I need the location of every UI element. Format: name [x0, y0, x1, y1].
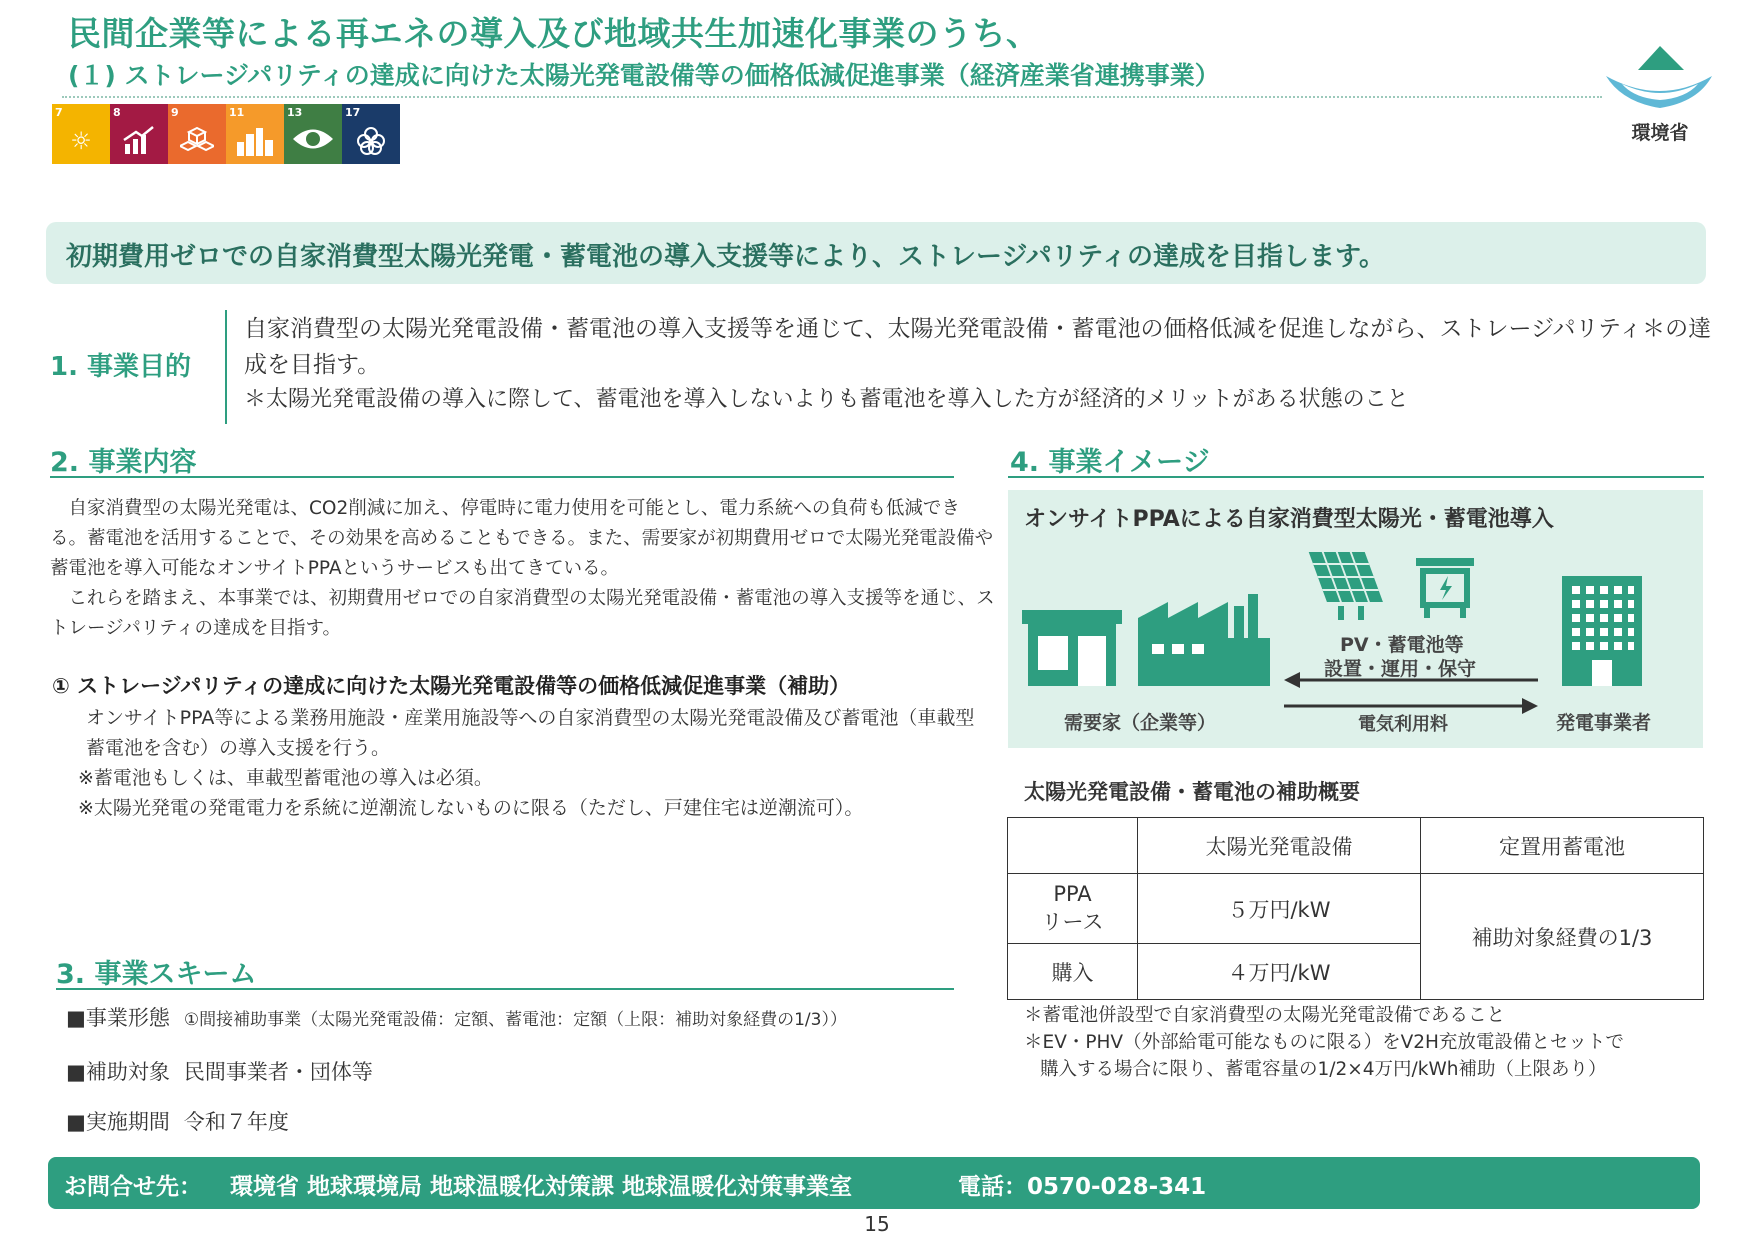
- business-image-panel: [1008, 490, 1703, 748]
- table-header-cell: 太陽光発電設備: [1138, 818, 1421, 874]
- section4-heading: 4. 事業イメージ: [1010, 447, 1210, 478]
- partnership-flower-icon: [342, 126, 400, 163]
- section2-note: ※太陽光発電の発電電力を系統に逆潮流しないものに限る（ただし、戸建住宅は逆潮流可）。: [78, 797, 864, 819]
- page-number: 15: [864, 1212, 890, 1236]
- sun-icon: ☼: [70, 127, 92, 155]
- subsidy-table-title: 太陽光発電設備・蓄電池の補助概要: [1024, 780, 1360, 804]
- section2-item-body: [78, 703, 986, 823]
- section2-rule: [50, 476, 954, 478]
- table-cell: ４万円/kW: [1138, 944, 1421, 1000]
- scheme-value: ①間接補助事業（太陽光発電設備：定額、蓄電池：定額（上限：補助対象経費の1/3））: [183, 1010, 847, 1030]
- table-note: ＊EV・PHV（外部給電可能なものに限る）をV2H充放電設備とセットで: [1024, 1032, 1624, 1053]
- battery-icon: [1416, 558, 1476, 618]
- sdg-17-partnership-flower-icon: [342, 104, 400, 164]
- contact-office: 環境省 地球環境局 地球温暖化対策課 地球温暖化対策事業室: [230, 1174, 853, 1200]
- power-company-building-icon: [1562, 576, 1642, 686]
- scheme-label: ■補助対象: [66, 1060, 170, 1084]
- table-cell-battery: 補助対象経費の1/3: [1421, 874, 1704, 1000]
- customer-label: 需要家（企業等）: [1064, 712, 1217, 734]
- section2-paragraph: 自家消費型の太陽光発電は、CO2削減に加え、停電時に電力使用を可能とし、電力系統への負荷も低減できる。蓄電池を活用することで、その効果を高めることもできる。また、需要家が初期費用ゼロで太陽光発電設備や蓄電池を導入可能なオンサイトPPAというサービスも出てきている。: [50, 498, 994, 579]
- city-icon: [226, 126, 284, 163]
- sdg-11-city-icon: [226, 104, 284, 164]
- table-header-row: [1008, 818, 1704, 874]
- table-header-cell: 定置用蓄電池: [1421, 818, 1704, 874]
- sdg-number: 7: [55, 106, 63, 119]
- scheme-value: 民間事業者・団体等: [183, 1060, 373, 1084]
- contact-label: お問合せ先：: [64, 1174, 202, 1200]
- section2-item-description: オンサイトPPA等による業務用施設・産業用施設等への自家消費型の太陽光発電設備及び蓄電池（車載型蓄電池を含む）の導入支援を行う。: [86, 707, 975, 759]
- sdg-number: 13: [287, 106, 303, 119]
- scheme-row: [66, 1002, 847, 1032]
- section2-item-title: ① ストレージパリティの達成に向けた太陽光発電設備等の価格低減促進事業（補助）: [52, 674, 851, 698]
- scheme-label: ■実施期間: [66, 1110, 170, 1134]
- table-note: ＊蓄電池併設型で自家消費型の太陽光発電設備であること: [1024, 1005, 1506, 1026]
- scheme-row: [66, 1056, 373, 1086]
- sdg-9-cubes-icon: [168, 104, 226, 164]
- subsidy-table: [1007, 817, 1704, 1000]
- sdg-number: 8: [113, 106, 121, 119]
- table-row-label: 購入: [1008, 944, 1138, 1000]
- ministry-name: 環境省: [1631, 122, 1689, 144]
- section2-heading: 2. 事業内容: [50, 447, 197, 478]
- sdg-number: 9: [171, 106, 179, 119]
- section1-heading: 1. 事業目的: [50, 352, 192, 382]
- contact-bar: [48, 1157, 1700, 1209]
- page-subtitle: (１) ストレージパリティの達成に向けた太陽光発電設備等の価格低減促進事業（経済産業省連携事業）: [68, 61, 1220, 90]
- store-icon: [1022, 610, 1122, 686]
- contact-phone: 電話：0570-028-341: [958, 1174, 1207, 1200]
- header-divider: [62, 96, 1602, 98]
- cubes-icon: [168, 126, 226, 163]
- growth-chart-icon: [110, 126, 168, 161]
- section1-body: 自家消費型の太陽光発電設備・蓄電池の導入支援等を通じて、太陽光発電設備・蓄電池の価格低減を促進しながら、ストレージパリティ＊の達成を目指す。: [244, 316, 1712, 378]
- left-arrow-icon: [1284, 670, 1538, 690]
- table-notes: [1024, 1002, 1624, 1083]
- table-row: [1008, 874, 1704, 944]
- table-note: 購入する場合に限り、蓄電容量の1/2×4万円/kWh補助（上限あり）: [1040, 1059, 1607, 1080]
- table-corner-cell: [1008, 818, 1138, 874]
- sdg-number: 11: [229, 106, 245, 119]
- provider-label: 発電事業者: [1556, 712, 1652, 734]
- section2-body: [50, 494, 995, 644]
- row-label-lease: リース: [1041, 909, 1104, 934]
- sdg-icons: [52, 104, 400, 164]
- table-cell: ５万円/kW: [1138, 874, 1421, 944]
- panel-title: オンサイトPPAによる自家消費型太陽光・蓄電池導入: [1024, 507, 1554, 532]
- row-label-ppa: PPA: [1053, 881, 1092, 906]
- page-title: 民間企業等による再エネの導入及び地域共生加速化事業のうち、: [68, 14, 1040, 53]
- section3-rule: [56, 988, 954, 990]
- section3-heading: 3. 事業スキーム: [56, 959, 257, 990]
- fee-label: 電気利用料: [1358, 714, 1448, 735]
- sdg-number: 17: [345, 106, 361, 119]
- section1-divider: [225, 310, 227, 424]
- section2-paragraph: これらを踏まえ、本事業では、初期費用ゼロでの自家消費型の太陽光発電設備・蓄電池の導入支援等を通じ、ストレージパリティの達成を目指す。: [50, 588, 995, 639]
- sdg-13-eye-globe-icon: [284, 104, 342, 164]
- sdg-7-sun-icon: [52, 104, 110, 164]
- scheme-label: ■事業形態: [66, 1006, 170, 1030]
- factory-icon: [1138, 588, 1270, 686]
- service-label: 設置・運用・保守: [1324, 658, 1477, 680]
- section2-note: ※蓄電池もしくは、車載型蓄電池の導入は必須。: [78, 767, 493, 789]
- scheme-value: 令和７年度: [183, 1110, 289, 1134]
- headline-text: 初期費用ゼロでの自家消費型太陽光発電・蓄電池の導入支援等により、ストレージパリティの達成を目指します。: [66, 242, 1385, 272]
- section4-rule: [1008, 476, 1704, 478]
- table-row-label: [1008, 874, 1138, 944]
- headline-banner: [46, 222, 1706, 284]
- service-label: PV・蓄電池等: [1340, 634, 1464, 656]
- scheme-row: [66, 1106, 289, 1136]
- section1-note: ＊太陽光発電設備の導入に際して、蓄電池を導入しないよりも蓄電池を導入した方が経済的メリットがある状態のこと: [244, 387, 1409, 412]
- solar-panel-icon: [1308, 550, 1398, 622]
- sdg-8-growth-chart-icon: [110, 104, 168, 164]
- eye-globe-icon: [284, 126, 342, 159]
